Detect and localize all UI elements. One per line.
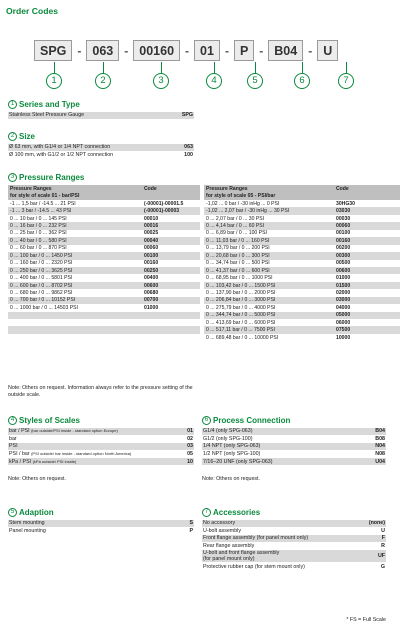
option-label: kPa / PSI (kPa outside/ PSI inside): [9, 458, 77, 465]
table-cell-code: 04000: [336, 304, 351, 311]
table-cell-code: 00400: [144, 275, 159, 282]
table-cell-code: 00160: [334, 237, 400, 244]
option-row: [202, 563, 386, 571]
code-separator: -: [308, 43, 313, 58]
connector-line: [161, 62, 162, 73]
note: Note: Others on request.: [202, 475, 261, 482]
section-styles-of-scales: [8, 416, 194, 482]
table-cell-range: 0 ... 41,37 bar / 0 ... 600 PSI: [204, 267, 334, 274]
option-code: N08: [375, 451, 385, 458]
option-label: U-bolt and front flange assembly (for panel mount only): [203, 550, 280, 563]
table-cell-code: 03030: [334, 207, 400, 214]
option-label: bar / PSI (bar outside/PSI inside - standard option Europe): [9, 428, 118, 435]
table-cell-range: 0 ... 413,69 bar / 0 ... 6000 PSI: [206, 319, 276, 326]
col-header: Code: [334, 185, 400, 193]
table-cell-code: 00010: [144, 215, 159, 222]
option-label: G1/2 (only SPG-100): [203, 435, 253, 442]
table-row: [8, 297, 400, 304]
table-cell-code: [142, 326, 200, 333]
table-row: [8, 200, 400, 207]
option-label: PSI: [9, 443, 18, 450]
table-cell-range: 0 ... 4,14 bar / 0 ... 60 PSI: [204, 222, 334, 229]
table-cell-code: 00600: [334, 267, 400, 274]
marker-1: 1: [46, 73, 62, 89]
code-box-size: 063: [86, 40, 119, 61]
table-cell-range: 0 ... 20,68 bar / 0 ... 300 PSI: [204, 252, 334, 259]
table-row: [8, 312, 400, 319]
table-cell-range: 0 ... 10 bar / 0 ... 145 PSI: [10, 215, 67, 222]
option-code: P: [189, 527, 193, 534]
code-separator: -: [259, 43, 264, 58]
code-separator: -: [224, 43, 229, 58]
table-cell-code: 00600: [142, 282, 200, 289]
section-size: [8, 132, 194, 159]
col-header: Pressure Ranges: [8, 185, 142, 193]
option-code: 10: [187, 458, 193, 465]
table-cell-range: 0 ... 689,48 bar / 0 ... 10000 PSI: [206, 334, 279, 341]
option-row: [8, 436, 194, 444]
option-code: B08: [375, 435, 385, 442]
section-process-connection: [202, 416, 386, 482]
option-label: U-bolt assembly: [203, 527, 241, 534]
table-cell-code: [142, 319, 200, 326]
table-cell-code: 06000: [336, 319, 351, 326]
marker-2: 2: [95, 73, 111, 89]
section-title: Accessories: [213, 508, 261, 517]
option-row: [8, 428, 194, 436]
option-row: [202, 520, 386, 528]
section-series-type: [8, 100, 194, 120]
table-cell-range: -1,02 ... 0 bar / -30 inHg ... 0 PSI: [206, 200, 280, 207]
table-cell-code: [142, 312, 200, 319]
table-cell-code: 05000: [334, 312, 400, 319]
option-row: Ø 100 mm, with G1/2 or 1/2 NPT connection 100: [9, 151, 193, 158]
table-cell-range: 0 ... 680 bar / 0 ... 9862 PSI: [10, 289, 73, 296]
section-title: Size: [19, 132, 36, 141]
option-code: 05: [187, 451, 193, 458]
table-cell-range: 0 ... 68,95 bar / 0 ... 1000 PSI: [206, 275, 273, 282]
option-row: [202, 535, 386, 543]
option-code: N04: [375, 443, 385, 450]
section-title: Styles of Scales: [19, 416, 80, 425]
option-row: [202, 458, 386, 466]
section-number: 7: [202, 508, 211, 517]
connector-line: [214, 62, 215, 73]
option-row: Stainless Steel Pressure Gauge SPG: [9, 112, 193, 119]
note: Note: Others on request.: [8, 475, 67, 482]
option-row: Ø 63 mm, with G1/4 or 1/4 NPT connection 063: [9, 144, 193, 151]
table-cell-range: 0 ... 16 bar / 0 ... 232 PSI: [8, 222, 142, 229]
table-cell-range: 0 ... 250 bar / 0 ... 3625 PSI: [8, 267, 142, 274]
table-cell-range: -1 ... 3 bar / -14.5 ... 43 PSI: [8, 207, 142, 214]
table-cell-code: 10000: [336, 334, 351, 341]
page-title: Order Codes: [6, 6, 59, 16]
table-cell-code: 02000: [336, 289, 351, 296]
table-row: [8, 260, 400, 267]
table-cell-range: 0 ... 517,11 bar / 0 ... 7500 PSI: [204, 326, 334, 333]
option-label: Front flange assembly (for panel mount only): [203, 535, 309, 542]
code-box-scale: 01: [194, 40, 220, 61]
table-cell-range: 0 ... 13,79 bar / 0 ... 200 PSI: [206, 245, 270, 252]
table-cell-code: 00700: [142, 297, 200, 304]
option-code: U04: [375, 458, 385, 465]
code-separator: -: [77, 43, 82, 58]
table-cell-code: 00250: [142, 267, 200, 274]
option-row: [202, 528, 386, 536]
table-row: [8, 245, 400, 252]
table-cell-range: 0 ... 344,74 bar / 0 ... 5000 PSI: [204, 312, 334, 319]
option-row: [202, 451, 386, 459]
option-code: R: [381, 543, 385, 550]
section-title: Pressure Ranges: [19, 173, 85, 182]
table-row: [8, 289, 400, 296]
table-row: [8, 207, 400, 214]
table-cell-code: 01000: [144, 304, 159, 311]
table-row: [8, 215, 400, 222]
connector-line: [346, 62, 347, 73]
section-title: Adaption: [19, 508, 54, 517]
table-cell-range: 0 ... 34,74 bar / 0 ... 500 PSI: [206, 260, 270, 267]
option-code: S: [189, 520, 193, 527]
marker-4: 4: [206, 73, 222, 89]
option-label: 1/2 NPT (only SPG-100): [203, 451, 261, 458]
section-number: 3: [8, 173, 17, 182]
section-number: 2: [8, 132, 17, 141]
table-cell-range: -1,02 ... 2,07 bar / -30 inHg ... 30 PSI: [204, 207, 334, 214]
option-note: (PSI outside/ bar inside - standard option North America): [31, 451, 132, 457]
option-label: Rear flange assembly: [203, 543, 255, 550]
code-separator: -: [185, 43, 190, 58]
col-header: Code: [142, 185, 200, 193]
code-separator: -: [124, 43, 129, 58]
table-cell-range: 0 ... 160 bar / 0 ... 2320 PSI: [10, 260, 73, 267]
col-header: Pressure Ranges: [204, 185, 334, 193]
table-cell-code: 00500: [336, 260, 351, 267]
table-cell-range: 0 ... 275,79 bar / 0 ... 4000 PSI: [206, 304, 276, 311]
table-cell-range: 0 ... 60 bar / 0 ... 870 PSI: [10, 245, 67, 252]
section-number: 1: [8, 100, 17, 109]
marker-7: 7: [338, 73, 354, 89]
option-label: 1/4 NPT (only SPG-063): [203, 443, 261, 450]
code-box-adaption: P: [234, 40, 254, 61]
table-cell-code: 00100: [336, 230, 351, 237]
table-cell-code: 00100: [142, 252, 200, 259]
option-code: B04: [375, 428, 385, 435]
marker-3: 3: [153, 73, 169, 89]
table-cell-range: 0 ... 700 bar / 0 ... 10152 PSI: [8, 297, 142, 304]
connector-line: [103, 62, 104, 73]
table-cell-range: 0 ... 40 bar / 0 ... 580 PSI: [8, 237, 142, 244]
option-row: [8, 451, 194, 459]
table-cell-code: 01500: [334, 282, 400, 289]
option-row: [202, 550, 386, 563]
option-code: F: [381, 535, 385, 542]
table-cell-range: 0 ... 400 bar / 0 ... 5801 PSI: [10, 275, 73, 282]
table-row: [8, 334, 400, 341]
option-label: Panel mounting: [9, 527, 46, 534]
section-number: 6: [202, 416, 211, 425]
connector-line: [255, 62, 256, 73]
table-row: [8, 319, 400, 326]
table-cell-range: [8, 319, 142, 326]
table-cell-code: 00680: [144, 289, 159, 296]
table-cell-range: 0 ... 137,90 bar / 0 ... 2000 PSI: [206, 289, 276, 296]
option-row: [202, 428, 386, 436]
table-cell-code: 30HG30: [336, 200, 355, 207]
table-cell-range: -1 ... 1,5 bar / -14.5 ... 21 PSI: [10, 200, 76, 207]
option-label: Protective rubber cap (for stem mount only): [203, 563, 305, 570]
table-cell-range: [8, 312, 142, 319]
option-row: [8, 443, 194, 451]
code-box-range: 00160: [133, 40, 180, 61]
table-cell-code: 00200: [336, 245, 351, 252]
option-row: [8, 520, 194, 528]
code-box-series: SPG: [34, 40, 72, 61]
section-accessories: [202, 508, 386, 571]
section-title: Series and Type: [19, 100, 80, 109]
table-cell-range: 0 ... 103,42 bar / 0 ... 1500 PSI: [204, 282, 334, 289]
section-title: Process Connection: [213, 416, 291, 425]
option-row: [8, 528, 194, 536]
table-cell-code: 00030: [336, 215, 351, 222]
table-cell-code: [142, 334, 200, 341]
table-row: [8, 267, 400, 274]
option-row: [202, 443, 386, 451]
option-code: U: [381, 527, 385, 534]
option-label: PSI / bar (PSI outside/ bar inside - standard option North America): [9, 451, 132, 458]
table-cell-code: 00160: [144, 260, 159, 267]
table-cell-range: 0 ... 6,89 bar / 0 ... 100 PSI: [206, 230, 267, 237]
table-cell-range: 0 ... 206,84 bar / 0 ... 3000 PSI: [204, 297, 334, 304]
table-cell-range: [8, 326, 142, 333]
table-cell-range: 0 ... 25 bar / 0 ... 362 PSI: [10, 230, 67, 237]
table-row: [8, 230, 400, 237]
option-code: 01: [187, 428, 193, 435]
table-cell-range: 0 ... 600 bar / 0 ... 8702 PSI: [8, 282, 142, 289]
table-cell-code: 00300: [334, 252, 400, 259]
table-cell-code: 00060: [334, 222, 400, 229]
table-cell-code: 00040: [142, 237, 200, 244]
note: Note: Others on request. Information always refer to the pressure setting of the outside scale.: [8, 385, 193, 398]
table-row: [8, 304, 400, 311]
table-cell-code: 03000: [334, 297, 400, 304]
section-number: 4: [8, 416, 17, 425]
option-code: 03: [187, 443, 193, 450]
pressure-range-table: [8, 185, 400, 341]
table-cell-code: 07500: [334, 326, 400, 333]
col-subheader: for style of scale 05 - PSI/bar: [204, 193, 334, 201]
option-row: [202, 436, 386, 444]
code-box-accessory: U: [317, 40, 338, 61]
section-pressure-ranges: [8, 173, 404, 398]
table-cell-range: 0 ... 2,07 bar / 0 ... 30 PSI: [206, 215, 265, 222]
table-row: [8, 282, 400, 289]
option-code: UF: [377, 553, 385, 560]
option-code: 02: [187, 435, 193, 442]
table-cell-code: 00016: [142, 222, 200, 229]
option-note: (kPa outside/ PSI inside): [32, 458, 77, 464]
section-number: 5: [8, 508, 17, 517]
option-code: (none): [368, 520, 385, 527]
order-code-row: [34, 40, 338, 61]
connector-line: [54, 62, 55, 73]
table-cell-code: 00060: [144, 245, 159, 252]
marker-5: 5: [247, 73, 263, 89]
table-cell-range: [8, 334, 142, 341]
table-cell-code: 00025: [144, 230, 159, 237]
option-code: G: [380, 563, 385, 570]
table-cell-code: (-00001)-00001.5: [144, 200, 184, 207]
table-row: [8, 237, 400, 244]
footnote: * FS = Full Scale: [346, 617, 386, 623]
option-label: 7/16–20 UNF (only SPG-063): [203, 458, 273, 465]
option-row: [202, 543, 386, 551]
section-adaption: [8, 508, 194, 535]
code-box-connection: B04: [268, 40, 303, 61]
table-cell-range: 0 ... 1000 bar / 0 ... 14503 PSI: [10, 304, 78, 311]
table-cell-range: 0 ... 100 bar / 0 ... 1450 PSI: [8, 252, 142, 259]
table-row: [8, 252, 400, 259]
option-label: G1/4 (only SPG-063): [203, 428, 253, 435]
table-cell-code: (-00001)-00003: [142, 207, 200, 214]
option-row: [8, 458, 194, 466]
option-label: No accessory: [203, 520, 236, 527]
connector-line: [302, 62, 303, 73]
table-cell-code: 01000: [336, 275, 351, 282]
option-label: Stem mounting: [9, 520, 45, 527]
table-cell-range: 0 ... 11,03 bar / 0 ... 160 PSI: [204, 237, 334, 244]
table-row: [8, 222, 400, 229]
col-subheader: for style of scale 01 - bar/PSI: [8, 193, 142, 201]
option-label: bar: [9, 435, 17, 442]
option-note: (bar outside/PSI inside - standard option Europe): [31, 428, 118, 434]
table-row: [8, 274, 400, 281]
marker-6: 6: [294, 73, 310, 89]
table-row: [8, 326, 400, 333]
